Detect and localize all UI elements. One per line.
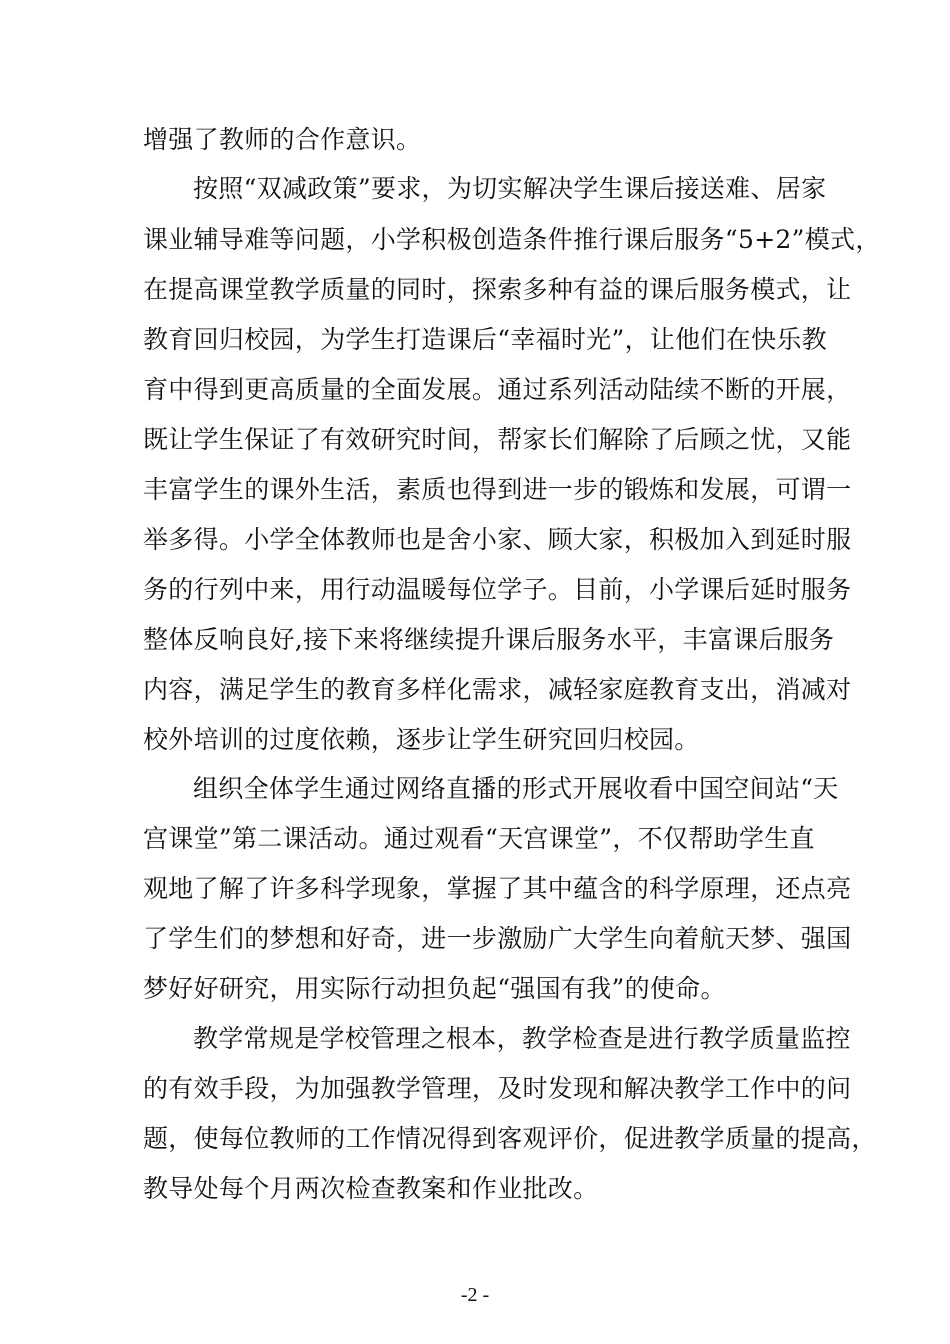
paragraph-3-line-1: 组织全体学生通过网络直播的形式开展收看中国空间站“天 xyxy=(193,774,839,803)
paragraph-3-line-3: 观地了解了许多科学现象，掌握了其中蕴含的科学原理，还点亮 xyxy=(143,874,852,903)
paragraph-2-line-6: 既让学生保证了有效研究时间，帮家长们解除了后顾之忧，又能 xyxy=(143,425,852,454)
paragraph-2-line-3: 在提高课堂教学质量的同时，探索多种有益的课后服务模式，让 xyxy=(143,275,852,304)
paragraph-2-line-5: 育中得到更高质量的全面发展。通过系列活动陆续不断的开展， xyxy=(143,375,852,404)
paragraph-3-line-5: 梦好好研究，用实际行动担负起“强国有我”的使命。 xyxy=(143,974,726,1003)
paragraph-4-line-2: 的有效手段，为加强教学管理，及时发现和解决教学工作中的问 xyxy=(143,1074,852,1103)
page-number: -2 - xyxy=(460,1284,490,1306)
paragraph-4-line-3: 题，使每位教师的工作情况得到客观评价，促进教学质量的提高， xyxy=(143,1124,877,1153)
paragraph-2-line-1: 按照“双减政策”要求，为切实解决学生课后接送难、居家 xyxy=(193,174,827,203)
paragraph-4-line-1: 教学常规是学校管理之根本，教学检查是进行教学质量监控 xyxy=(193,1024,851,1053)
paragraph-2-line-9: 务的行列中来，用行动温暖每位学子。目前，小学课后延时服务 xyxy=(143,575,852,604)
paragraph-2-line-12: 校外培训的过度依赖，逐步让学生研究回归校园。 xyxy=(143,725,700,754)
paragraph-2-line-10: 整体反响良好,接下来将继续提升课后服务水平，丰富课后服务 xyxy=(143,625,835,654)
paragraph-3-line-2: 宫课堂”第二课活动。通过观看“天宫课堂”，不仅帮助学生直 xyxy=(143,824,815,853)
paragraph-1-line-1: 增强了教师的合作意识。 xyxy=(143,125,422,154)
paragraph-2-line-4: 教育回归校园，为学生打造课后“幸福时光”，让他们在快乐教 xyxy=(143,325,827,354)
paragraph-2-line-11: 内容，满足学生的教育多样化需求，减轻家庭教育支出，消减对 xyxy=(143,675,852,704)
paragraph-4-line-4: 教导处每个月两次检查教案和作业批改。 xyxy=(143,1174,599,1203)
paragraph-2-line-8: 举多得。小学全体教师也是舍小家、顾大家，积极加入到延时服 xyxy=(143,525,852,554)
paragraph-2-line-7: 丰富学生的课外生活，素质也得到进一步的锻炼和发展，可谓一 xyxy=(143,475,852,504)
paragraph-2-line-2: 课业辅导难等问题，小学积极创造条件推行课后服务“5+2”模式， xyxy=(143,225,881,254)
paragraph-3-line-4: 了学生们的梦想和好奇，进一步激励广大学生向着航天梦、强国 xyxy=(143,924,852,953)
